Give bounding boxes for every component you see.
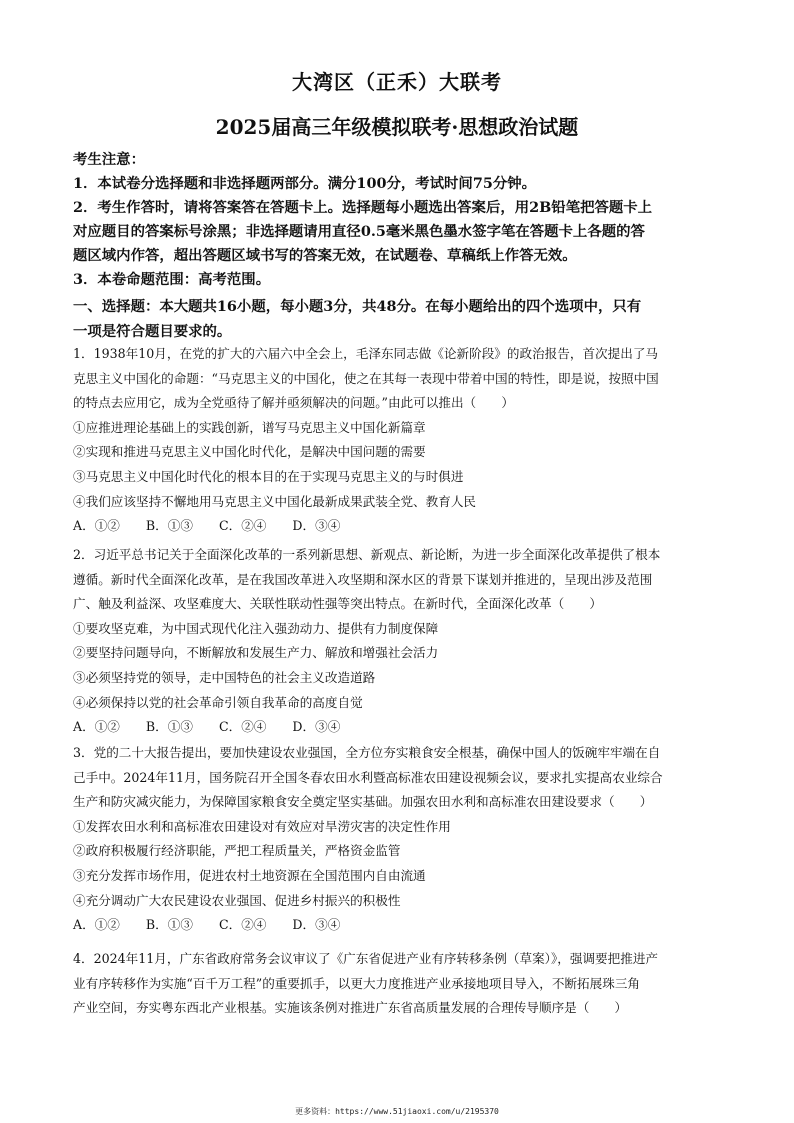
- option-b: B．①③: [145, 917, 193, 933]
- option-a: A．①②: [73, 719, 120, 735]
- statement-line: ③充分发挥市场作用，促进农村土地资源在全国范围内自由流通: [73, 867, 426, 883]
- candidate-notice: [73, 148, 733, 292]
- notice-line: 题区域内作答，超出答题区域书写的答案无效，在试题卷、草稿纸上作答无效。: [73, 247, 577, 264]
- option-c: C．②④: [218, 917, 267, 933]
- question-line: 克思主义中国化的命题：“马克思主义的中国化，使之在其每一表现中带着中国的特性，即是说，按照中国: [73, 370, 659, 386]
- notice-line: 1．本试卷分选择题和非选择题两部分。满分100分，考试时间75分钟。: [73, 175, 537, 192]
- section-line: 一、选择题：本大题共16小题，每小题3分，共48分。在每小题给出的四个选项中，只有: [73, 298, 642, 315]
- option-d: D．③④: [292, 719, 341, 735]
- statement-line: ②实现和推进马克思主义中国化时代化，是解决中国问题的需要: [73, 444, 426, 460]
- statement-line: ②政府积极履行经济职能，严把工程质量关，严格资金监管: [73, 843, 401, 859]
- statement-line: ④充分调动广大农民建设农业强国、促进乡村振兴的积极性: [73, 892, 401, 908]
- question-1: [73, 342, 733, 539]
- statement-line: ③必须坚持党的领导，走中国特色的社会主义改造道路: [73, 669, 376, 685]
- notice-line: 3．本卷命题范围：高考范围。: [73, 271, 271, 288]
- exam-subtitle: 2025届高三年级模拟联考·思想政治试题: [215, 115, 579, 139]
- option-c: C．②④: [218, 719, 267, 735]
- question-line: 的特点去应用它，成为全党亟待了解并亟须解决的问题。”由此可以推出（ ）: [73, 395, 514, 411]
- footer-link[interactable]: https://www.51jiaoxi.com/u/2195370: [335, 1107, 499, 1116]
- question-line: 己手中。2024年11月，国务院召开全国冬春农田水利暨高标准农田建设视频会议，要求扎实提高农业综合: [73, 769, 663, 785]
- notice-line: 2．考生作答时，请将答案答在答题卡上。选择题每小题选出答案后，用2B铅笔把答题卡上: [73, 199, 653, 216]
- question-line: 遵循。新时代全面深化改革，是在我国改革进入攻坚期和深水区的背景下谋划并推进的，呈现出涉及范围: [73, 571, 653, 587]
- option-b: B．①③: [145, 518, 193, 534]
- question-line: 广、触及利益深、攻坚难度大、关联性联动性强等突出特点。在新时代，全面深化改革（ ）: [73, 596, 602, 612]
- exam-title: 大湾区（正禾）大联考: [292, 70, 502, 94]
- answer-options: [73, 715, 733, 740]
- answer-options: [73, 514, 733, 539]
- notice-heading: 考生注意：: [73, 151, 145, 168]
- question-line: 生产和防灾减灾能力，为保障国家粮食安全奠定坚实基础。加强农田水利和高标准农田建设要求（ ）: [73, 794, 653, 810]
- question-line: 3．党的二十大报告提出，要加快建设农业强国，全方位夯实粮食安全根基，确保中国人的饭碗牢牢端在自: [73, 745, 661, 760]
- option-c: C．②④: [218, 518, 267, 534]
- option-b: B．①③: [145, 719, 193, 735]
- question-line: 1．1938年10月，在党的扩大的六届六中全会上，毛泽东同志做《论新阶段》的政治报告，首次提出了马: [73, 346, 659, 361]
- option-a: A．①②: [73, 518, 120, 534]
- page-footer: [0, 1106, 794, 1117]
- statement-line: ②要坚持问题导向，不断解放和发展生产力、解放和增强社会活力: [73, 645, 439, 661]
- statement-line: ①要攻坚克难，为中国式现代化注入强劲动力、提供有力制度保障: [73, 620, 439, 636]
- answer-options: [73, 913, 733, 938]
- footer-label: 更多资料：: [295, 1107, 336, 1116]
- statement-line: ③马克思主义中国化时代化的根本目的在于实现马克思主义的与时俱进: [73, 468, 464, 484]
- question-line: 产业空间，夯实粤东西北产业根基。实施该条例对推进广东省高质量发展的合理传导顺序是（ ）: [73, 1000, 628, 1016]
- question-4: [73, 947, 733, 1021]
- question-2: [73, 543, 733, 740]
- option-d: D．③④: [292, 518, 341, 534]
- notice-line: 对应题目的答案标号涂黑；非选择题请用直径0.5毫米黑色墨水签字笔在答题卡上各题的答: [73, 223, 645, 240]
- question-line: 2．习近平总书记关于全面深化改革的一系列新思想、新观点、新论断，为进一步全面深化改革提供了根本: [73, 547, 661, 562]
- question-line: 4．2024年11月，广东省政府常务会议审议了《广东省促进产业有序转移条例（草案）》，强调要把推进产: [73, 951, 659, 966]
- statement-line: ①发挥农田水利和高标准农田建设对有效应对旱涝灾害的决定性作用: [73, 818, 451, 834]
- statement-line: ④我们应该坚持不懈地用马克思主义中国化最新成果武装全党、教育人民: [73, 493, 476, 509]
- section-line: 一项是符合题目要求的。: [73, 323, 232, 340]
- option-a: A．①②: [73, 917, 120, 933]
- statement-line: ④必须保持以党的社会革命引领自我革命的高度自觉: [73, 694, 363, 710]
- section-heading: [73, 294, 733, 344]
- question-line: 业有序转移作为实施“百千万工程”的重要抓手，以更大力度推进产业承接地项目导入，不断拓展珠三角: [73, 975, 641, 991]
- option-d: D．③④: [292, 917, 341, 933]
- statement-line: ①应推进理论基础上的实践创新，谱写马克思主义中国化新篇章: [73, 419, 426, 435]
- question-3: [73, 741, 733, 938]
